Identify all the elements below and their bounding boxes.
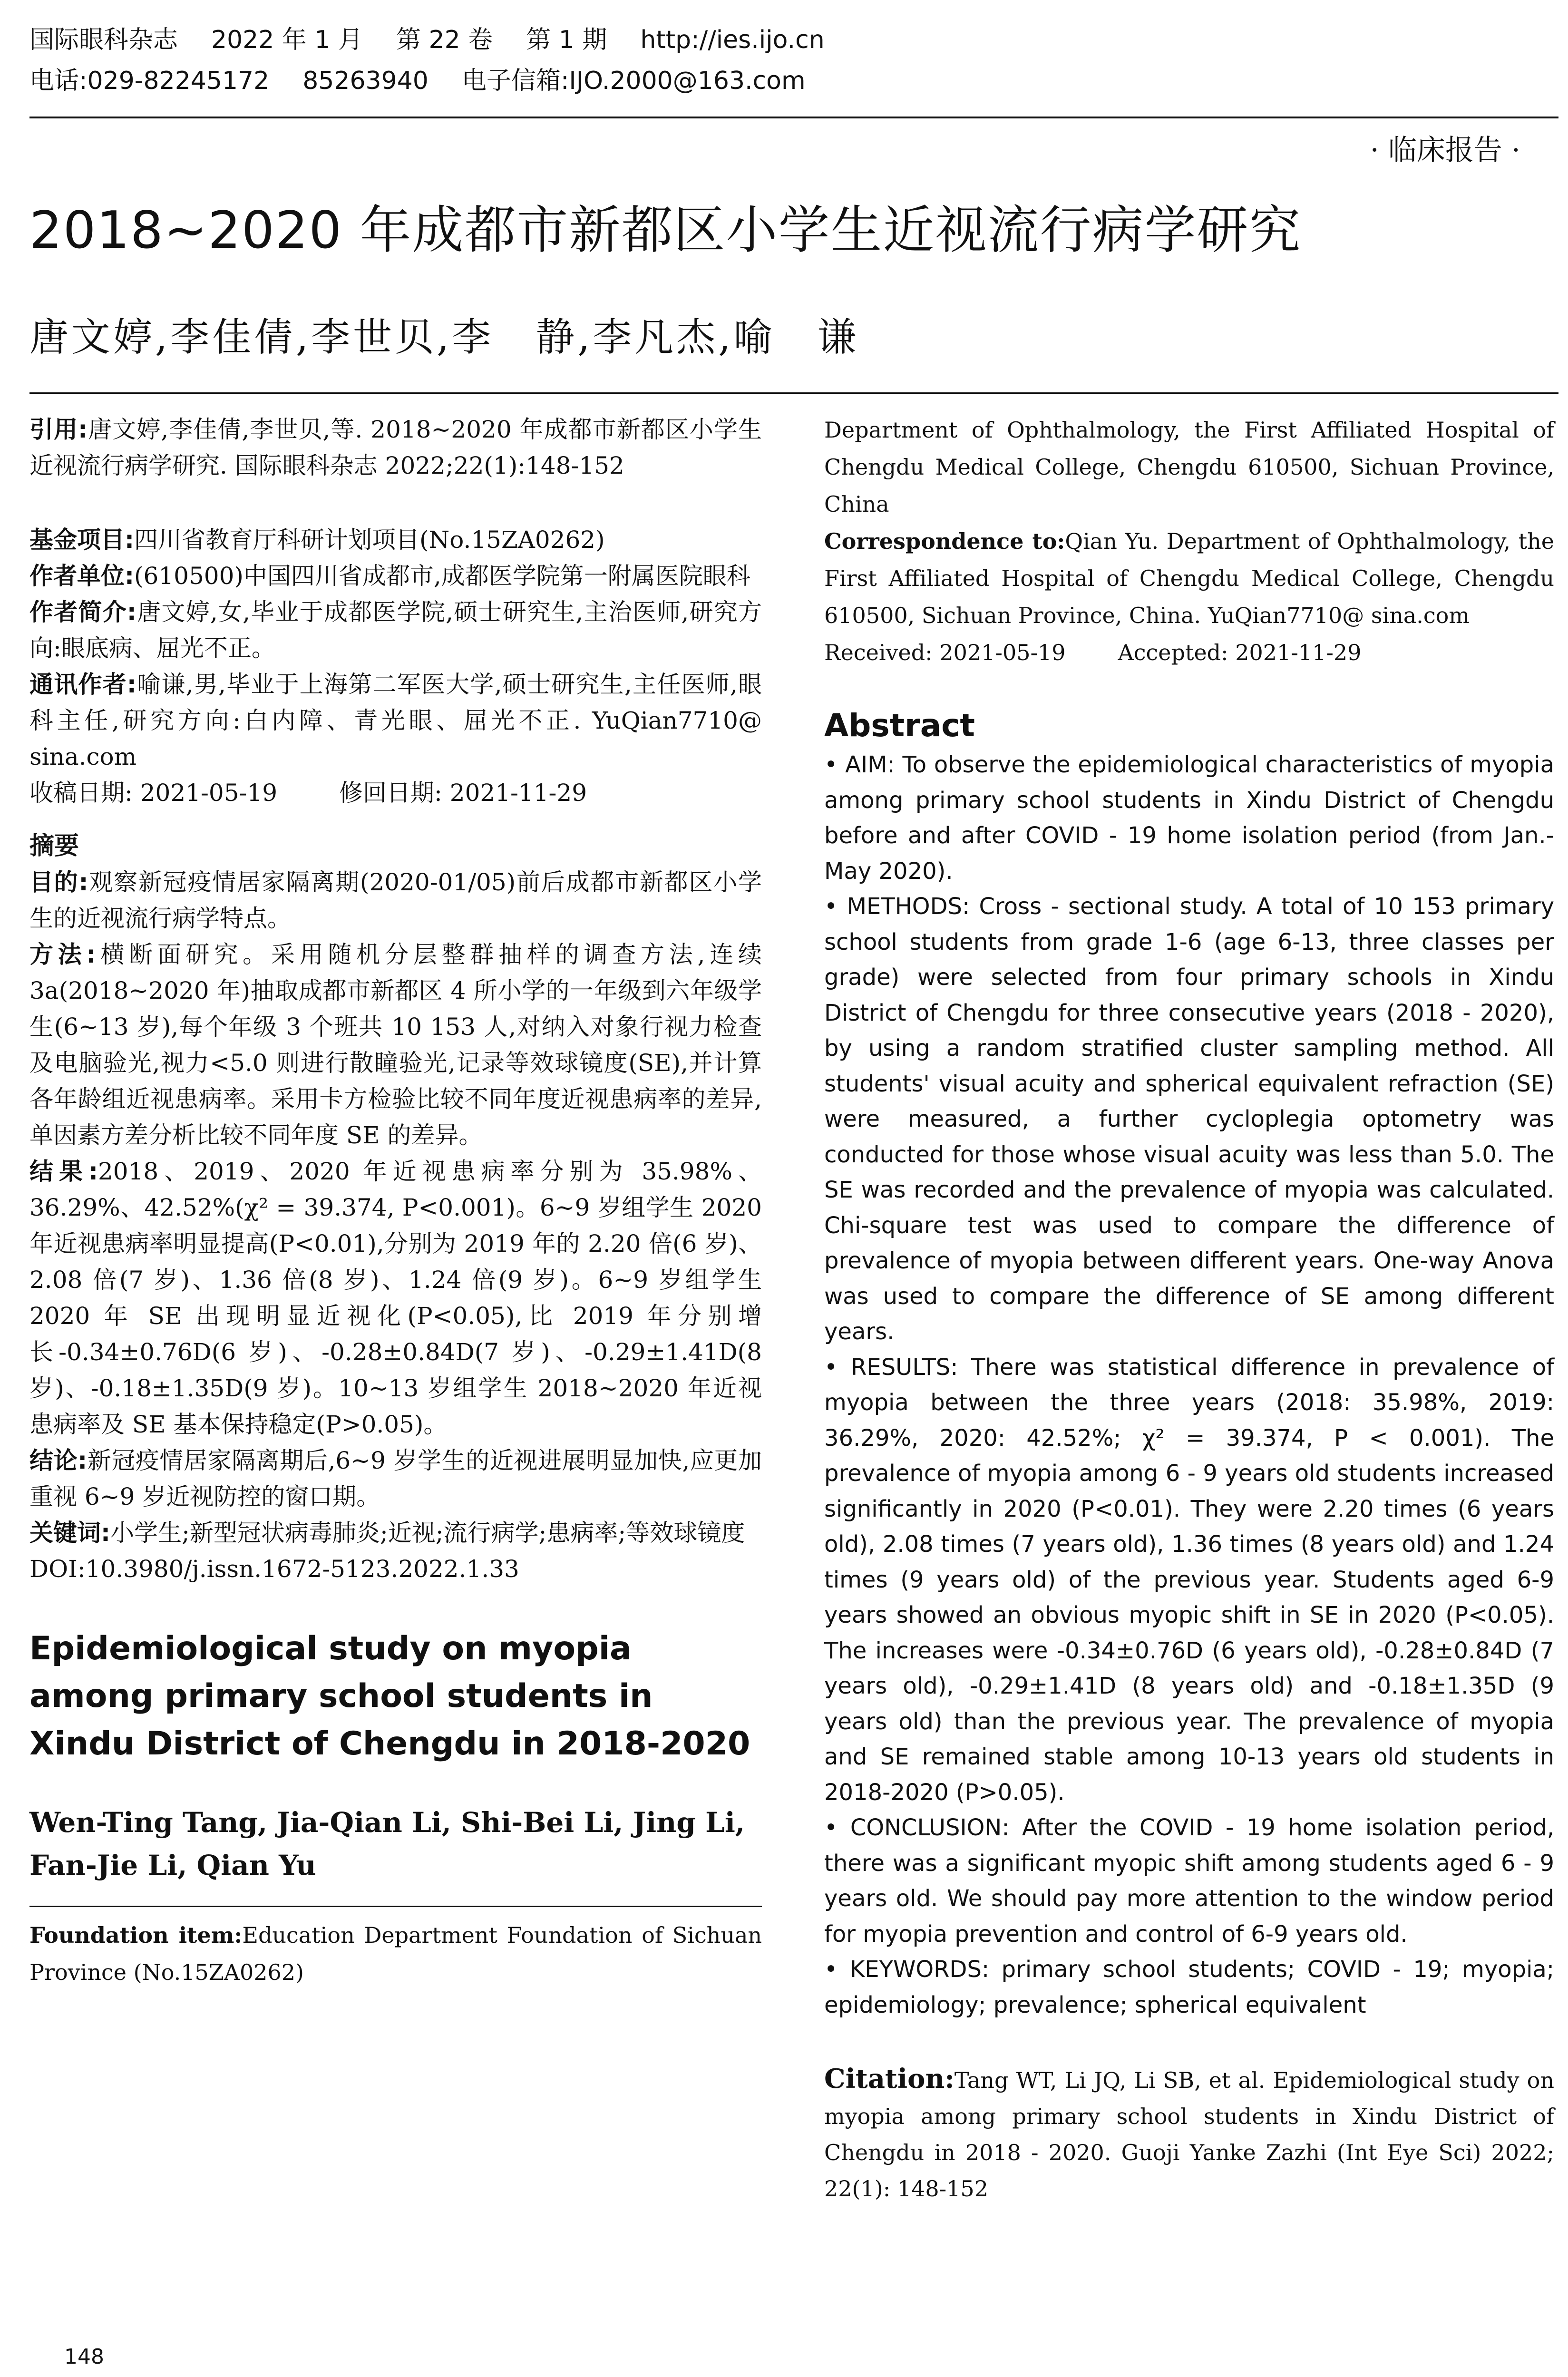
keywords-zh: 关键词:小学生;新型冠状病毒肺炎;近视;流行病学;患病率;等效球镜度 [29,1519,745,1547]
authors-zh: 唐文婷,李佳倩,李世贝,李 静,李凡杰,喻 谦 [29,315,859,360]
phone: 电话:029-82245172 [29,67,270,95]
funding-zh: 基金项目:四川省教育厅科研计划项目(No.15ZA0262) [29,526,605,554]
issue-number: 第 1 期 [526,26,607,54]
affiliation-zh: 作者单位:(610500)中国四川省成都市,成都医学院第一附属医院眼科 [29,562,750,590]
abstract-heading-zh: 摘要 [29,832,79,860]
english-title: Epidemiological study on myopia among primary school students in Xindu District of Chengdu in 2018-2020 [29,1630,750,1763]
foundation-item: Foundation item:Education Department Foundation of Sichuan Province (No.15ZA0262) [29,1922,762,1985]
doi[interactable]: DOI:10.3980/j.issn.1672-5123.2022.1.33 [29,1555,519,1583]
abstract-keywords: • KEYWORDS: primary school students; COVID - 19; myopia; epidemiology; prevalence; spherical equivalent [824,1956,1554,2018]
volume: 第 22 卷 [396,26,493,54]
abstract-heading: Abstract [824,707,975,744]
bio-zh: 作者简介:唐文婷,女,毕业于成都医学院,硕士研究生,主治医师,研究方向:眼底病、屈光不正。 [29,598,762,662]
abstract-conclusion: • CONCLUSION: After the COVID - 19 home isolation period, there was a significant myopic shift among students aged 6 - 9 years old. We should pay more attention to the window period for myopia prevention and control of 6-9 years old. [824,1814,1554,1948]
authors-rule [29,392,1558,394]
abstract-results: • RESULTS: There was statistical difference in prevalence of myopia between the three years (2018: 35.98%, 2019: 36.29%, 2020: 42.52%; χ² = 39.374, P < 0.001). The prevalence of myopia among 6 - 9 years old students increased significantly in 2020 (P<0.01). They were 2.20 times (6 years old), 2.08 times (7 years old), 1.36 times (8 years old) and 1.24 times (9 years old) of the previous year. Students aged 6-9 years showed an obvious myopic shift in SE in 2020 (P<0.05). The increases were -0.34±0.76D (6 years old), -0.28±0.84D (7 years old), -0.29±1.41D (8 years old) and -0.18±1.35D (9 years old) than the previous year. The prevalence of myopia and SE remained stable among 10-13 years old students in 2018-2020 (P>0.05). [824,1354,1554,1806]
article-title: 2018~2020 年成都市新都区小学生近视流行病学研究 [29,201,1302,260]
objective-zh: 目的:观察新冠疫情居家隔离期(2020-01/05)前后成都市新都区小学生的近视流行病学特点。 [29,868,762,932]
abstract-methods: • METHODS: Cross - sectional study. A total of 10 153 primary school students from grade 1-6 (age 6-13, three classes per grade) were selected from four primary schools in Xindu District of Chengdu for three consecutive years (2018 - 2020), by using a random stratified cluster sampling method. All students' visual acuity and spherical equivalent refraction (SE) were measured, a further cycloplegia optometry was conducted for those whose visual acuity was less than 5.0. The SE was recorded and the prevalence of myopia was calculated. Chi-square test was used to compare the difference of prevalence of myopia between different years. One-way Anova was used to compare the difference of SE among different years. [824,893,1554,1345]
department: Department of Ophthalmology, the First Affiliated Hospital of Chengdu Medical College, Chengdu 610500, Sichuan Province, China [824,417,1554,517]
journal-header-line1 [29,25,858,55]
dates-en: Received: 2021-05-19 Accepted: 2021-11-29 [824,640,1362,665]
corresponding-zh: 通讯作者:喻谦,男,毕业于上海第二军医大学,硕士研究生,主任医师,眼科主任,研究方向:白内障、青光眼、屈光不正. YuQian7710@ sina.com [29,671,762,770]
header-rule [29,117,1558,118]
conclusion-zh: 结论:新冠疫情居家隔离期后,6~9 岁学生的近视进展明显加快,应更加重视 6~9 岁近视防控的窗口期。 [29,1447,762,1510]
results-zh: 结果:2018、2019、2020 年近视患病率分别为 35.98%、36.29%、42.52%(χ² = 39.374, P<0.001)。6~9 岁组学生 2020 年近视患病率明显提高(P<0.01),分别为 2019 年的 2.20 倍(6 岁)、2.08 倍(7 岁)、1.36 倍(8 岁)、1.24 倍(9 岁)。6~9 岁组学生 2020 年 SE 出现明显近视化(P<0.05),比 2019 年分别增长-0.34±0.76D(6 岁)、-0.28±0.84D(7 岁)、-0.29±1.41D(8 岁)、-0.18±1.35D(9 岁)。10~13 岁组学生 2018~2020 年近视患病率及 SE 基本保持稳定(P>0.05)。 [29,1158,762,1438]
journal-name: 国际眼科杂志 [29,26,178,54]
phone2: 85263940 [302,67,429,95]
dates-zh: 收稿日期: 2021-05-19 修回日期: 2021-11-29 [29,779,587,807]
page-number: 148 [64,2345,104,2369]
right-column [824,411,1554,2207]
journal-url[interactable]: http://ies.ijo.cn [640,26,825,54]
correspondence: Correspondence to:Qian Yu. Department of Ophthalmology, the First Affiliated Hospital of Chengdu Medical College, Chengdu 610500, Sichuan Province, China. YuQian7710@ sina.com [824,528,1555,628]
journal-header-line2 [29,66,839,96]
issue-date: 2022 年 1 月 [211,26,363,54]
left-column [29,411,762,1991]
english-authors: Wen-Ting Tang, Jia-Qian Li, Shi-Bei Li, Jing Li, Fan-Jie Li, Qian Yu [29,1806,745,1881]
citation-en: Citation:Tang WT, Li JQ, Li SB, et al. Epidemiological study on myopia among primary school students in Xindu District of Chengdu in 2018 - 2020. Guoji Yanke Zazhi (Int Eye Sci) 2022; 22(1): 148-152 [824,2063,1554,2202]
section-tag: · 临床报告 · [1370,134,1520,167]
abstract-aim: • AIM: To observe the epidemiological characteristics of myopia among primary school students in Xindu District of Chengdu before and after COVID - 19 home isolation period (from Jan.-May 2020). [824,751,1554,885]
citation-zh: 引用:唐文婷,李佳倩,李世贝,等. 2018~2020 年成都市新都区小学生近视流行病学研究. 国际眼科杂志 2022;22(1):148-152 [29,416,762,479]
email[interactable]: 电子信箱:IJO.2000@163.com [461,67,806,95]
methods-zh: 方法:横断面研究。采用随机分层整群抽样的调查方法,连续 3a(2018~2020 年)抽取成都市新都区 4 所小学的一年级到六年级学生(6~13 岁),每个年级 3 个班共 10 153 人,对纳入对象行视力检查及电脑验光,视力<5.0 则进行散瞳验光,记录等效球镜度(SE),并计算各年龄组近视患病率。采用卡方检验比较不同年度近视患病率的差异,单因素方差分析比较不同年度 SE 的差异。 [29,941,762,1149]
